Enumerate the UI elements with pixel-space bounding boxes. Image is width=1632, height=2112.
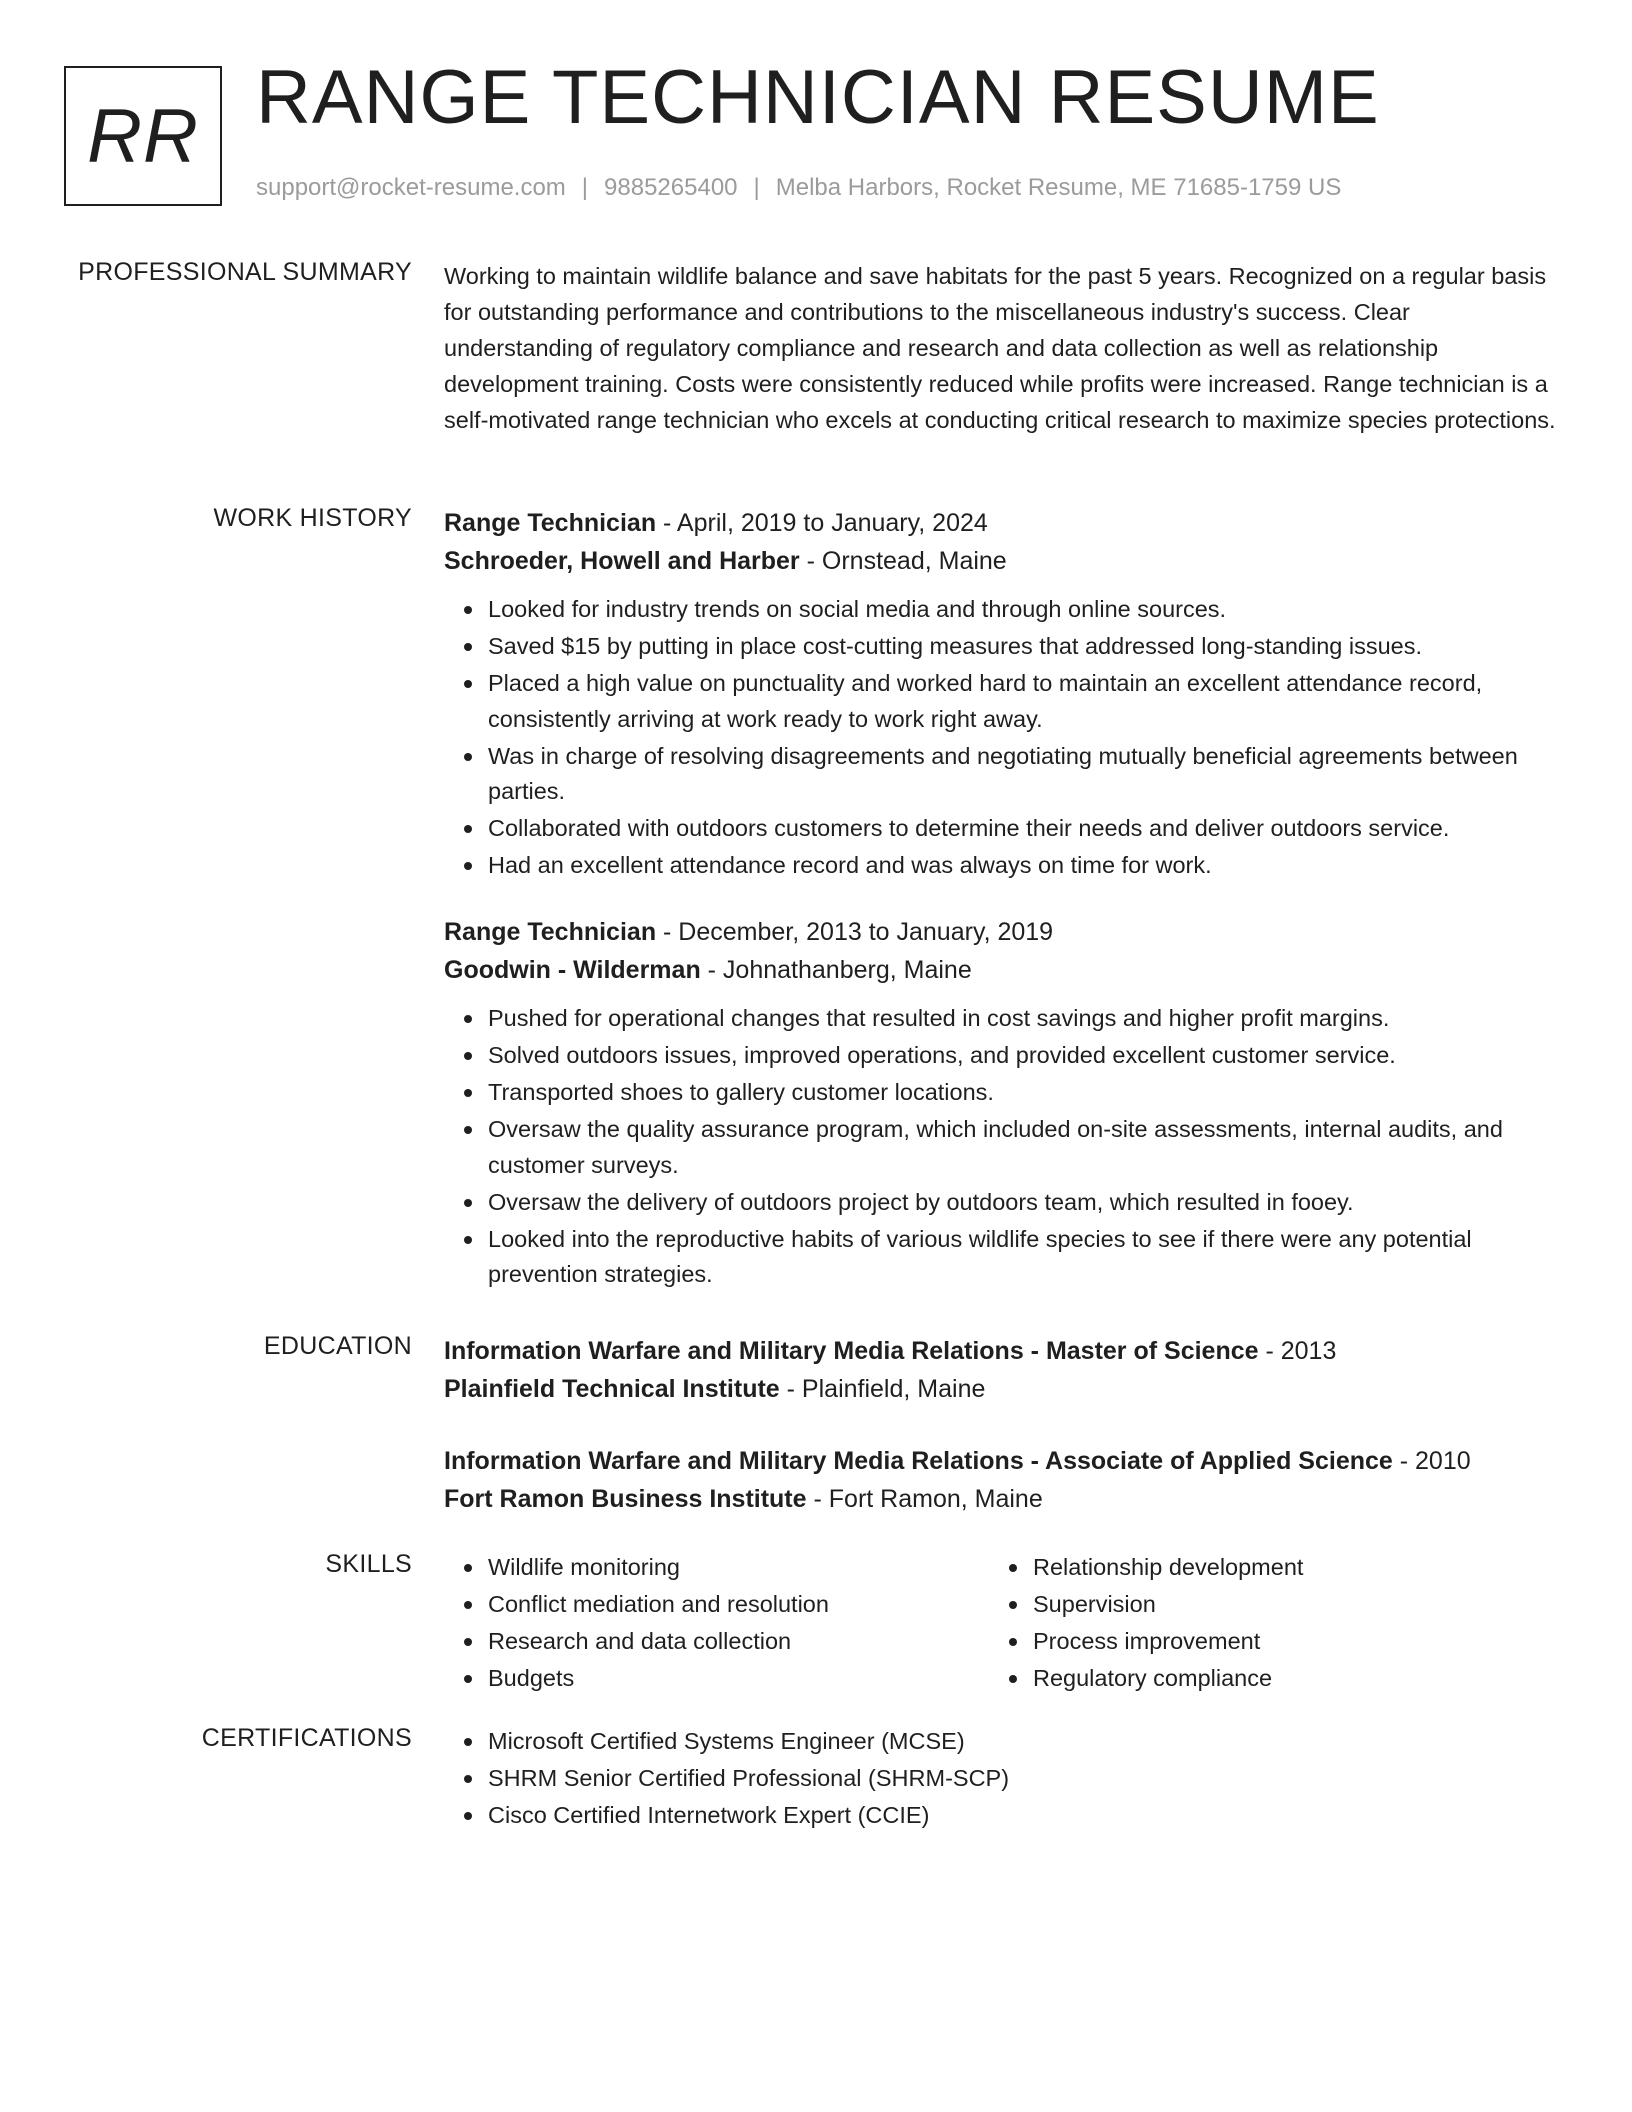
section-label-summary: PROFESSIONAL SUMMARY — [78, 258, 412, 286]
resume-title: RANGE TECHNICIAN RESUME — [256, 55, 1380, 140]
list-item: Pushed for operational changes that resulted in cost savings and higher profit margins. — [488, 1001, 1556, 1037]
monogram-initials: RR — [87, 93, 199, 179]
skills-column-left — [444, 1550, 989, 1698]
list-item: Supervision — [1033, 1587, 1534, 1623]
list-item: Oversaw the delivery of outdoors project by outdoors team, which resulted in fooey. — [488, 1185, 1556, 1221]
list-item: Had an excellent attendance record and was always on time for work. — [488, 848, 1556, 884]
section-label-education: EDUCATION — [263, 1332, 412, 1360]
section-label-work-history: WORK HISTORY — [213, 504, 412, 532]
job-dates: - April, 2019 to January, 2024 — [656, 509, 988, 537]
list-item: Regulatory compliance — [1033, 1661, 1534, 1697]
job-header — [444, 504, 1556, 542]
section-label-skills: SKILLS — [325, 1550, 412, 1578]
education-school-line — [444, 1370, 1556, 1408]
job-dates: - December, 2013 to January, 2019 — [656, 918, 1054, 946]
monogram-logo — [64, 66, 222, 206]
list-item: Wildlife monitoring — [488, 1550, 989, 1586]
school-location: - Fort Ramon, Maine — [806, 1485, 1043, 1513]
education-degree-line — [444, 1332, 1556, 1370]
skills-column-right — [989, 1550, 1534, 1698]
job-title: Range Technician — [444, 509, 657, 537]
job-entry — [444, 913, 1556, 1293]
job-location: - Ornstead, Maine — [799, 547, 1007, 575]
list-item: Process improvement — [1033, 1624, 1534, 1660]
list-item: Conflict mediation and resolution — [488, 1587, 989, 1623]
list-item: Looked into the reproductive habits of various wildlife species to see if there were any potential prevention strategies. — [488, 1222, 1556, 1293]
list-item: Cisco Certified Internetwork Expert (CCIE) — [488, 1798, 1556, 1834]
list-item: Microsoft Certified Systems Engineer (MCSE) — [488, 1724, 1556, 1760]
education-school-line — [444, 1480, 1556, 1518]
contact-line — [256, 174, 1341, 202]
job-bullets — [444, 1001, 1556, 1293]
list-item: Relationship development — [1033, 1550, 1534, 1586]
education-entry — [444, 1442, 1556, 1518]
company-name: Goodwin - Wilderman — [444, 956, 701, 984]
job-employer — [444, 951, 1556, 989]
list-item: Collaborated with outdoors customers to determine their needs and deliver outdoors service. — [488, 811, 1556, 847]
school-name: Fort Ramon Business Institute — [444, 1485, 807, 1513]
job-employer — [444, 542, 1556, 580]
list-item: Oversaw the quality assurance program, which included on-site assessments, internal audits, and customer surveys. — [488, 1112, 1556, 1183]
list-item: Placed a high value on punctuality and worked hard to maintain an excellent attendance record, consistently arriving at work ready to work right away. — [488, 666, 1556, 737]
list-item: Was in charge of resolving disagreements and negotiating mutually beneficial agreements between parties. — [488, 739, 1556, 810]
list-item: SHRM Senior Certified Professional (SHRM-SCP) — [488, 1761, 1556, 1797]
list-item: Looked for industry trends on social media and through online sources. — [488, 592, 1556, 628]
school-location: - Plainfield, Maine — [779, 1375, 986, 1403]
contact-email[interactable]: support@rocket-resume.com — [256, 174, 566, 201]
job-bullets — [444, 592, 1556, 884]
list-item: Research and data collection — [488, 1624, 989, 1660]
list-item: Saved $15 by putting in place cost-cutting measures that addressed long-standing issues. — [488, 629, 1556, 665]
job-location: - Johnathanberg, Maine — [700, 956, 972, 984]
education-entry — [444, 1332, 1556, 1408]
contact-address: Melba Harbors, Rocket Resume, ME 71685-1759 US — [775, 174, 1342, 201]
section-label-certifications: CERTIFICATIONS — [201, 1724, 412, 1752]
list-item: Budgets — [488, 1661, 989, 1697]
company-name: Schroeder, Howell and Harber — [444, 547, 800, 575]
graduation-year: - 2013 — [1258, 1337, 1337, 1365]
degree-name: Information Warfare and Military Media Relations - Master of Science — [444, 1337, 1259, 1365]
graduation-year: - 2010 — [1392, 1447, 1471, 1475]
skills-grid — [444, 1550, 1556, 1698]
education-degree-line — [444, 1442, 1556, 1480]
certifications-list — [444, 1724, 1556, 1834]
summary-text: Working to maintain wildlife balance and save habitats for the past 5 years. Recognized on a regular basis for outstanding performance and contributions to the miscellaneous industry's success. Clear understanding of regulatory compliance and research and data collection as well as relationship development training. Costs were consistently reduced while profits were increased. Range technician is a self-motivated range technician who excels at conducting critical research to maximize species protections. — [444, 263, 1556, 433]
job-entry — [444, 504, 1556, 884]
list-item: Transported shoes to gallery customer locations. — [488, 1075, 1556, 1111]
school-name: Plainfield Technical Institute — [444, 1375, 780, 1403]
job-title: Range Technician — [444, 918, 657, 946]
list-item: Solved outdoors issues, improved operations, and provided excellent customer service. — [488, 1038, 1556, 1074]
degree-name: Information Warfare and Military Media Relations - Associate of Applied Science — [444, 1447, 1393, 1475]
contact-phone[interactable]: 9885265400 — [604, 174, 738, 201]
job-header — [444, 913, 1556, 951]
contact-separator: | — [753, 174, 760, 201]
contact-separator: | — [581, 174, 589, 201]
